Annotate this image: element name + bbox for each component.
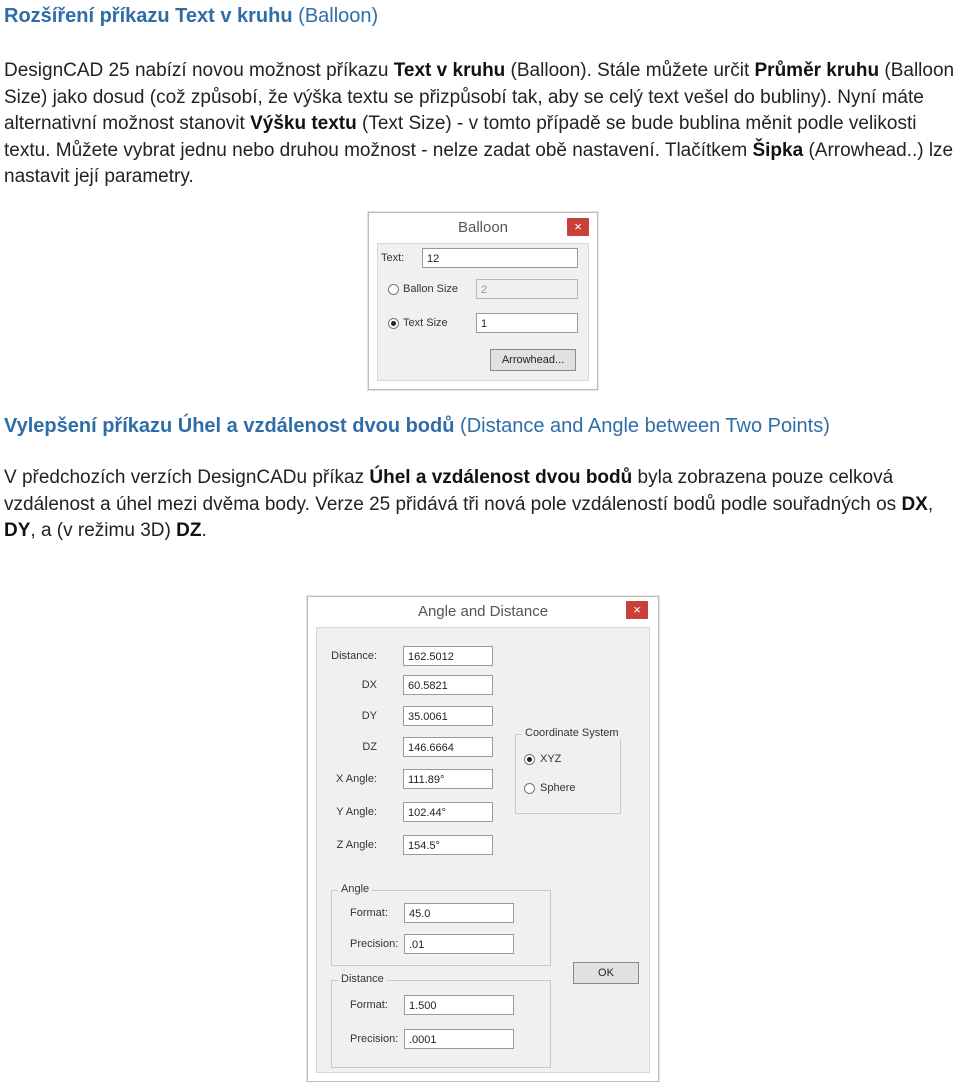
- section2-heading-bold: Vylepšení příkazu Úhel a vzdálenost dvou bodů: [4, 415, 455, 437]
- distance-format-select[interactable]: [404, 995, 514, 1015]
- balloon-dialog-body: [377, 243, 589, 381]
- distance-group-label: Distance: [338, 973, 387, 985]
- angle-group: [331, 883, 551, 966]
- angle-precision-select[interactable]: [404, 934, 514, 954]
- section2-heading-rest: (Distance and Angle between Two Points): [460, 415, 830, 437]
- angle-group-label: Angle: [338, 883, 372, 895]
- text-run: V předchozích verzích DesignCADu příkaz: [4, 467, 370, 488]
- balloon-size-label: Ballon Size: [403, 283, 459, 295]
- distance-precision-select[interactable]: [404, 1029, 514, 1049]
- field-value-input[interactable]: 146.6664: [403, 737, 493, 757]
- xyz-radio[interactable]: [524, 754, 535, 765]
- section2-heading: [4, 414, 830, 438]
- field-label: DX: [361, 679, 377, 691]
- bold-term: Šipka: [752, 139, 804, 161]
- section2-paragraph: [4, 465, 956, 545]
- field-value-input[interactable]: 154.5°: [403, 835, 493, 855]
- distance-group: [331, 973, 551, 1068]
- field-value-input[interactable]: 111.89°: [403, 769, 493, 789]
- bold-term: DY: [4, 520, 31, 541]
- angle-precision-value: .01: [409, 939, 425, 951]
- text-run: (Balloon Size) jako dosud (což způsobí, že výška textu se přizpůsobí tak, aby se celý text vešel do bubliny). Nyní máte alternativní možnost stanovit: [4, 60, 955, 134]
- field-label: DY: [361, 710, 377, 722]
- field-label: DZ: [362, 741, 377, 753]
- balloon-size-input[interactable]: 2: [476, 279, 578, 299]
- text-size-radio[interactable]: [388, 318, 399, 329]
- field-value-input[interactable]: 162.5012: [403, 646, 493, 666]
- coordinate-system-group: [515, 727, 621, 814]
- distance-format-label: Format:: [350, 999, 388, 1011]
- distance-precision-label: Precision:: [350, 1033, 399, 1045]
- text-run: byla zobrazena pouze celková vzdálenost a úhel mezi dvěma body. Verze 25 přidává tři nová pole vzdáleností bodů podle souřadných os: [4, 467, 902, 515]
- sphere-radio[interactable]: [524, 783, 535, 794]
- sphere-label: Sphere: [540, 782, 576, 794]
- balloon-dialog-title: Balloon: [457, 219, 509, 236]
- angle-format-label: Format:: [350, 907, 388, 919]
- text-label: Text:: [381, 252, 405, 264]
- text-run: (Text Size) - v tomto případě se bude bublina měnit podle velikosti textu. Můžete vybrat jednu nebo druhou možnost - nelze zadat obě nastavení. Tlačítkem: [4, 113, 917, 161]
- section1-heading: [4, 4, 378, 28]
- field-label: Y Angle:: [336, 806, 377, 818]
- bold-term: Průměr kruhu: [754, 60, 880, 81]
- angle-format-select[interactable]: [404, 903, 514, 923]
- section1-heading-bold: Rozšíření příkazu Text v kruhu: [4, 5, 293, 27]
- bold-term: Výšku textu: [250, 113, 357, 134]
- coordinate-system-label: Coordinate System: [522, 727, 622, 739]
- section1-paragraph: [4, 58, 956, 191]
- distance-format-value: 1.500: [409, 1000, 437, 1012]
- text-size-label: Text Size: [403, 317, 448, 329]
- text-run: (Arrowhead..) lze nastavit její parametry.: [4, 139, 954, 187]
- angle-distance-dialog: [307, 596, 659, 1082]
- balloon-size-radio[interactable]: [388, 284, 399, 295]
- ok-button[interactable]: OK: [573, 962, 639, 984]
- bold-term: DX: [901, 493, 928, 515]
- text-input[interactable]: 12: [422, 248, 578, 268]
- text-run: ,: [927, 493, 934, 515]
- distance-precision-value: .0001: [409, 1034, 437, 1046]
- text-run: DesignCAD 25 nabízí novou možnost příkazu: [4, 60, 394, 81]
- bold-term: DZ: [176, 520, 202, 541]
- field-value-input[interactable]: 35.0061: [403, 706, 493, 726]
- bold-term: Text v kruhu: [393, 60, 506, 81]
- xyz-label: XYZ: [540, 753, 562, 765]
- bold-term: Úhel a vzdálenost dvou bodů: [369, 467, 633, 488]
- field-label: X Angle:: [336, 773, 377, 785]
- angle-format-value: 45.0: [409, 908, 431, 920]
- arrowhead-button[interactable]: Arrowhead...: [490, 349, 576, 371]
- field-value-input[interactable]: 102.44°: [403, 802, 493, 822]
- text-run: , a (v režimu 3D): [30, 520, 177, 541]
- field-value-input[interactable]: 60.5821: [403, 675, 493, 695]
- text-size-input[interactable]: 1: [476, 313, 578, 333]
- field-label: Z Angle:: [336, 839, 377, 851]
- field-label: Distance:: [331, 650, 377, 662]
- balloon-dialog: [368, 212, 598, 390]
- angle-precision-label: Precision:: [350, 938, 399, 950]
- text-run: .: [201, 520, 207, 541]
- angle-distance-dialog-title: Angle and Distance: [417, 603, 549, 620]
- angle-distance-dialog-body: [316, 627, 650, 1073]
- section1-heading-rest: (Balloon): [298, 5, 379, 27]
- text-run: (Balloon). Stále můžete určit: [505, 60, 755, 81]
- close-icon[interactable]: ×: [626, 601, 648, 619]
- close-icon[interactable]: ×: [567, 218, 589, 236]
